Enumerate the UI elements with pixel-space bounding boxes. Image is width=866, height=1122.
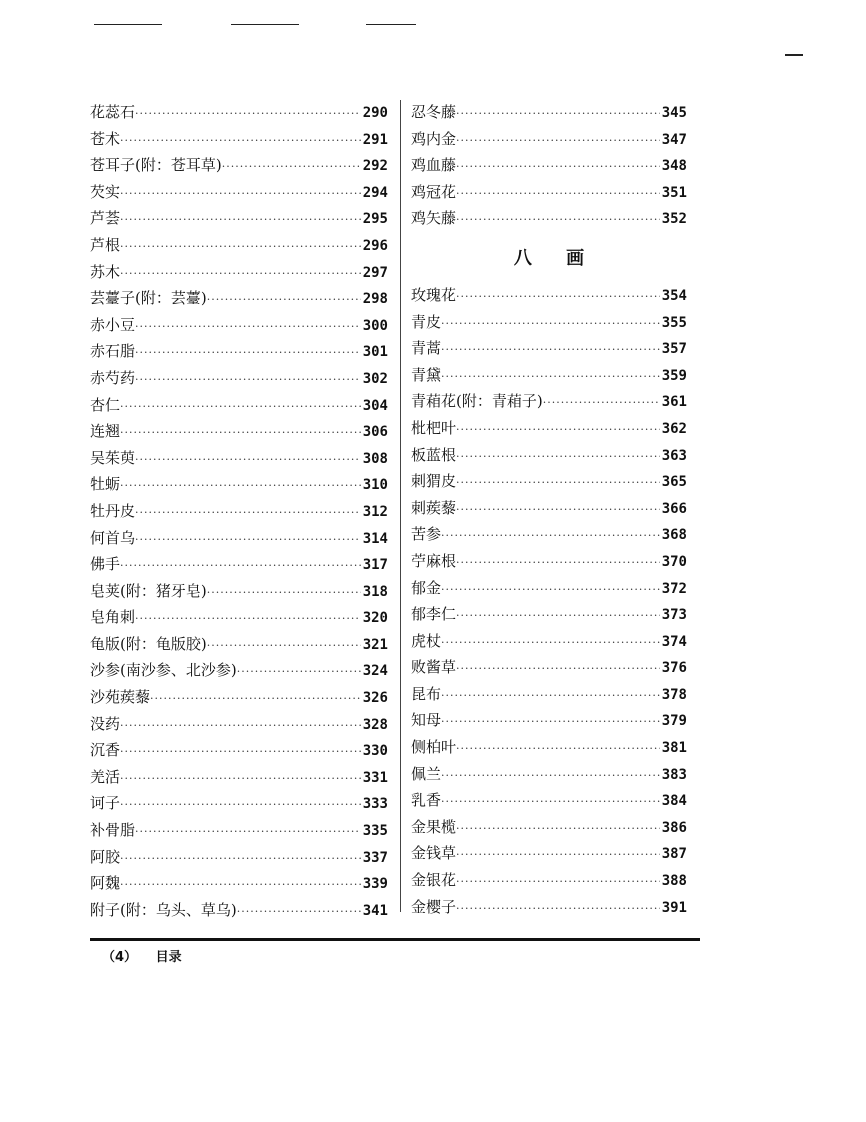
entry-title: 沙苑蒺藜: [90, 688, 151, 707]
entry-page-number: 296: [362, 237, 388, 254]
entry-page-number: 297: [362, 264, 388, 281]
dot-leader: [120, 187, 361, 200]
footer-page-number: （4）: [102, 950, 138, 965]
dot-leader: [237, 665, 361, 678]
dot-leader: [456, 556, 660, 569]
toc-entry: [411, 736, 687, 763]
entry-page-number: 306: [362, 424, 388, 441]
toc-entry: [90, 367, 388, 394]
entry-page-number: 352: [661, 211, 687, 228]
toc-entry: [90, 606, 388, 633]
toc-entry: [411, 683, 687, 710]
entry-page-number: 347: [661, 131, 687, 148]
entry-title: 侧柏叶: [411, 738, 457, 757]
toc-entry: [411, 284, 687, 311]
entry-title: 杏仁: [90, 395, 121, 414]
dot-leader: [120, 852, 361, 865]
dot-leader: [456, 503, 660, 516]
entry-title: 何首乌: [90, 528, 136, 547]
entry-title: 鸡内金: [411, 129, 457, 148]
toc-entry: [411, 101, 687, 128]
entry-page-number: 335: [362, 823, 388, 840]
entry-page-number: 314: [362, 530, 388, 547]
entry-page-number: 383: [661, 766, 687, 783]
dot-leader: [456, 875, 660, 888]
entry-page-number: 387: [661, 846, 687, 863]
dot-leader: [456, 662, 660, 675]
section-heading: 八 画: [513, 247, 599, 269]
toc-entry: [90, 792, 388, 819]
toc-entry: [90, 686, 388, 713]
entry-page-number: 351: [661, 184, 687, 201]
entry-title: 金钱草: [411, 844, 457, 863]
dot-leader: [456, 476, 660, 489]
entry-title: 沙参(南沙参、北沙参): [90, 661, 237, 680]
toc-entry: [411, 364, 687, 391]
dot-leader: [456, 290, 660, 303]
dot-leader: [441, 583, 660, 596]
dot-leader: [120, 426, 361, 439]
entry-page-number: 372: [661, 580, 687, 597]
dot-leader: [120, 745, 361, 758]
footer-rule: [90, 938, 700, 941]
entry-page-number: 330: [362, 743, 388, 760]
toc-entry: [411, 763, 687, 790]
entry-page-number: 368: [661, 527, 687, 544]
toc-entry: [411, 789, 687, 816]
entry-title: 郁金: [411, 578, 442, 597]
top-rule-2: [231, 24, 299, 25]
toc-entry: [90, 314, 388, 341]
dot-leader: [441, 370, 660, 383]
entry-page-number: 354: [661, 287, 687, 304]
entry-title: 连翘: [90, 422, 121, 441]
entry-title: 知母: [411, 711, 442, 730]
entry-page-number: 310: [362, 477, 388, 494]
toc-entry: [411, 207, 687, 234]
margin-mark: [785, 54, 803, 56]
toc-right-column: [411, 101, 687, 922]
toc-entry: [411, 550, 687, 577]
entry-title: 牡蛎: [90, 475, 121, 494]
entry-title: 皂荚(附：猪牙皂): [90, 581, 207, 600]
toc-entry: [411, 128, 687, 155]
toc-entry: [411, 603, 687, 630]
toc-entry: [90, 234, 388, 261]
toc-entry: [411, 444, 687, 471]
entry-page-number: 302: [362, 370, 388, 387]
toc-entry: [411, 154, 687, 181]
entry-page-number: 381: [661, 740, 687, 757]
entry-page-number: 308: [362, 450, 388, 467]
entry-title: 阿魏: [90, 874, 121, 893]
entry-page-number: 378: [661, 686, 687, 703]
entry-page-number: 320: [362, 610, 388, 627]
entry-page-number: 345: [661, 105, 687, 121]
page-footer: [102, 946, 196, 965]
entry-title: 刺猬皮: [411, 472, 457, 491]
dot-leader: [441, 343, 660, 356]
toc-entry: [411, 577, 687, 604]
entry-title: 皂角刺: [90, 608, 136, 627]
column-divider: [400, 100, 401, 912]
entry-page-number: 341: [362, 902, 388, 919]
dot-leader: [456, 848, 660, 861]
entry-title: 苍术: [90, 129, 121, 148]
entry-title: 赤芍药: [90, 368, 136, 387]
dot-leader: [120, 400, 361, 413]
toc-entry: [90, 739, 388, 766]
entry-page-number: 359: [661, 367, 687, 384]
entry-page-number: 373: [661, 607, 687, 624]
dot-leader: [237, 905, 361, 918]
dot-leader: [441, 529, 660, 542]
entry-title: 青皮: [411, 312, 442, 331]
dot-leader: [120, 479, 361, 492]
entry-title: 赤小豆: [90, 315, 136, 334]
entry-title: 沉香: [90, 741, 121, 760]
entry-title: 青黛: [411, 365, 442, 384]
entry-title: 赤石脂: [90, 342, 136, 361]
toc-entry: [411, 181, 687, 208]
dot-leader: [207, 293, 361, 306]
entry-title: 苧麻根: [411, 551, 457, 570]
entry-page-number: 355: [661, 314, 687, 331]
dot-leader: [441, 795, 660, 808]
dot-leader: [441, 317, 660, 330]
entry-title: 芦荟: [90, 209, 121, 228]
entry-title: 佛手: [90, 555, 121, 574]
dot-leader: [135, 373, 361, 386]
entry-page-number: 291: [362, 131, 388, 148]
entry-page-number: 365: [661, 474, 687, 491]
entry-page-number: 361: [661, 394, 687, 411]
dot-leader: [456, 134, 660, 147]
dot-leader: [441, 715, 660, 728]
dot-leader: [120, 719, 361, 732]
toc-entry: [90, 846, 388, 873]
dot-leader: [135, 533, 361, 546]
entry-page-number: 292: [362, 158, 388, 175]
entry-title: 没药: [90, 714, 121, 733]
entry-page-number: 384: [661, 793, 687, 810]
dot-leader: [120, 878, 361, 891]
entry-title: 鸡冠花: [411, 182, 457, 201]
dot-leader: [456, 423, 660, 436]
toc-entry: [90, 872, 388, 899]
toc-entry: [90, 181, 388, 208]
toc-entry: [411, 656, 687, 683]
footer-label: 目录: [155, 950, 182, 965]
toc-entry: [90, 580, 388, 607]
dot-leader: [456, 902, 660, 915]
dot-leader: [135, 506, 361, 519]
dot-leader: [150, 692, 361, 705]
entry-title: 补骨脂: [90, 821, 136, 840]
entry-page-number: 362: [661, 420, 687, 437]
entry-title: 忍冬藤: [411, 103, 457, 121]
dot-leader: [456, 822, 660, 835]
dot-leader: [456, 160, 660, 173]
entry-title: 牡丹皮: [90, 501, 136, 520]
entry-page-number: 324: [362, 663, 388, 680]
toc-entry: [90, 553, 388, 580]
entry-page-number: 339: [362, 876, 388, 893]
entry-page-number: 388: [661, 873, 687, 890]
dot-leader: [120, 559, 361, 572]
entry-title: 青葙花(附：青葙子): [411, 392, 543, 411]
entry-page-number: 363: [661, 447, 687, 464]
entry-page-number: 374: [661, 633, 687, 650]
entry-page-number: 295: [362, 211, 388, 228]
toc-entry: [411, 630, 687, 657]
entry-page-number: 348: [661, 158, 687, 175]
dot-leader: [120, 798, 361, 811]
dot-leader: [222, 160, 361, 173]
toc-entry: [411, 417, 687, 444]
dot-leader: [456, 213, 660, 226]
entry-title: 阿胶: [90, 847, 121, 866]
entry-title: 板蓝根: [411, 445, 457, 464]
toc-entry: [411, 311, 687, 338]
toc-left-column: [90, 101, 388, 925]
toc-entry: [90, 766, 388, 793]
entry-page-number: 366: [661, 500, 687, 517]
entry-page-number: 304: [362, 397, 388, 414]
dot-leader: [441, 769, 660, 782]
entry-page-number: 357: [661, 341, 687, 358]
entry-title: 虎杖: [411, 631, 442, 650]
toc-entry: [90, 527, 388, 554]
toc-entry: [90, 473, 388, 500]
entry-page-number: 301: [362, 344, 388, 361]
dot-leader: [135, 320, 361, 333]
toc-entry: [90, 287, 388, 314]
entry-title: 吴茱萸: [90, 448, 136, 467]
entry-title: 败酱草: [411, 658, 457, 677]
entry-title: 苍耳子(附：苍耳草): [90, 156, 222, 175]
entry-title: 玫瑰花: [411, 285, 457, 304]
entry-page-number: 337: [362, 849, 388, 866]
toc-entry: [90, 101, 388, 128]
entry-title: 诃子: [90, 794, 121, 813]
entry-title: 龟版(附：龟版胶): [90, 634, 207, 653]
toc-entry: [90, 659, 388, 686]
toc-entry: [411, 842, 687, 869]
dot-leader: [456, 187, 660, 200]
dot-leader: [135, 346, 361, 359]
dot-leader: [441, 689, 660, 702]
entry-title: 羌活: [90, 767, 121, 786]
dot-leader: [207, 639, 361, 652]
toc-entry: [90, 340, 388, 367]
entry-title: 刺蒺藜: [411, 498, 457, 517]
dot-leader: [120, 772, 361, 785]
entry-page-number: 333: [362, 796, 388, 813]
toc-entry: [90, 713, 388, 740]
toc-entry: [411, 816, 687, 843]
toc-entry: [411, 709, 687, 736]
entry-title: 芦根: [90, 235, 121, 254]
entry-page-number: 300: [362, 317, 388, 334]
entry-title: 苦参: [411, 525, 442, 544]
entry-title: 佩兰: [411, 764, 442, 783]
dot-leader: [120, 213, 361, 226]
dot-leader: [135, 612, 361, 625]
entry-page-number: 386: [661, 819, 687, 836]
dot-leader: [135, 453, 361, 466]
toc-entry: [90, 207, 388, 234]
entry-title: 芡实: [90, 182, 121, 201]
top-rule-3: [366, 24, 416, 25]
entry-title: 昆布: [411, 684, 442, 703]
entry-page-number: 331: [362, 769, 388, 786]
toc-entry: [90, 500, 388, 527]
toc-entry: [411, 869, 687, 896]
entry-title: 金银花: [411, 871, 457, 890]
entry-title: 青蒿: [411, 339, 442, 358]
toc-entry: [90, 819, 388, 846]
entry-page-number: 379: [661, 713, 687, 730]
entry-page-number: 317: [362, 557, 388, 574]
entry-title: 花蕊石: [90, 103, 136, 121]
toc-entry: [90, 633, 388, 660]
entry-page-number: 294: [362, 184, 388, 201]
toc-entry: [90, 899, 388, 926]
top-rule-1: [94, 24, 162, 25]
entry-page-number: 328: [362, 716, 388, 733]
toc-entry: [411, 337, 687, 364]
entry-title: 附子(附：乌头、草乌): [90, 900, 237, 919]
entry-title: 鸡矢藤: [411, 209, 457, 228]
dot-leader: [543, 396, 660, 409]
entry-page-number: 298: [362, 291, 388, 308]
dot-leader: [120, 240, 361, 253]
entry-page-number: 321: [362, 636, 388, 653]
entry-page-number: 318: [362, 583, 388, 600]
entry-title: 枇杷叶: [411, 418, 457, 437]
dot-leader: [207, 586, 361, 599]
toc-entry: [90, 394, 388, 421]
toc-entry: [90, 261, 388, 288]
entry-page-number: 370: [661, 553, 687, 570]
toc-entry: [411, 497, 687, 524]
entry-title: 金樱子: [411, 897, 457, 916]
dot-leader: [135, 825, 361, 838]
dot-leader: [456, 609, 660, 622]
dot-leader: [120, 267, 361, 280]
entry-title: 郁李仁: [411, 605, 457, 624]
toc-entry: [90, 447, 388, 474]
dot-leader: [456, 107, 660, 120]
dot-leader: [456, 742, 660, 755]
dot-leader: [456, 450, 660, 463]
toc-entry: [411, 523, 687, 550]
entry-title: 芸薹子(附：芸薹): [90, 289, 207, 308]
toc-entry: [411, 390, 687, 417]
entry-title: 鸡血藤: [411, 156, 457, 175]
toc-entry: [411, 896, 687, 923]
dot-leader: [120, 134, 361, 147]
toc-entry: [90, 420, 388, 447]
dot-leader: [135, 107, 361, 120]
toc-entry: [90, 128, 388, 155]
entry-page-number: 312: [362, 503, 388, 520]
toc-entry: [90, 154, 388, 181]
entry-page-number: 391: [661, 899, 687, 916]
entry-page-number: 376: [661, 660, 687, 677]
toc-entry: [411, 470, 687, 497]
entry-page-number: 290: [362, 105, 388, 121]
entry-title: 乳香: [411, 791, 442, 810]
dot-leader: [441, 636, 660, 649]
entry-title: 苏木: [90, 262, 121, 281]
entry-page-number: 326: [362, 690, 388, 707]
entry-title: 金果榄: [411, 817, 457, 836]
